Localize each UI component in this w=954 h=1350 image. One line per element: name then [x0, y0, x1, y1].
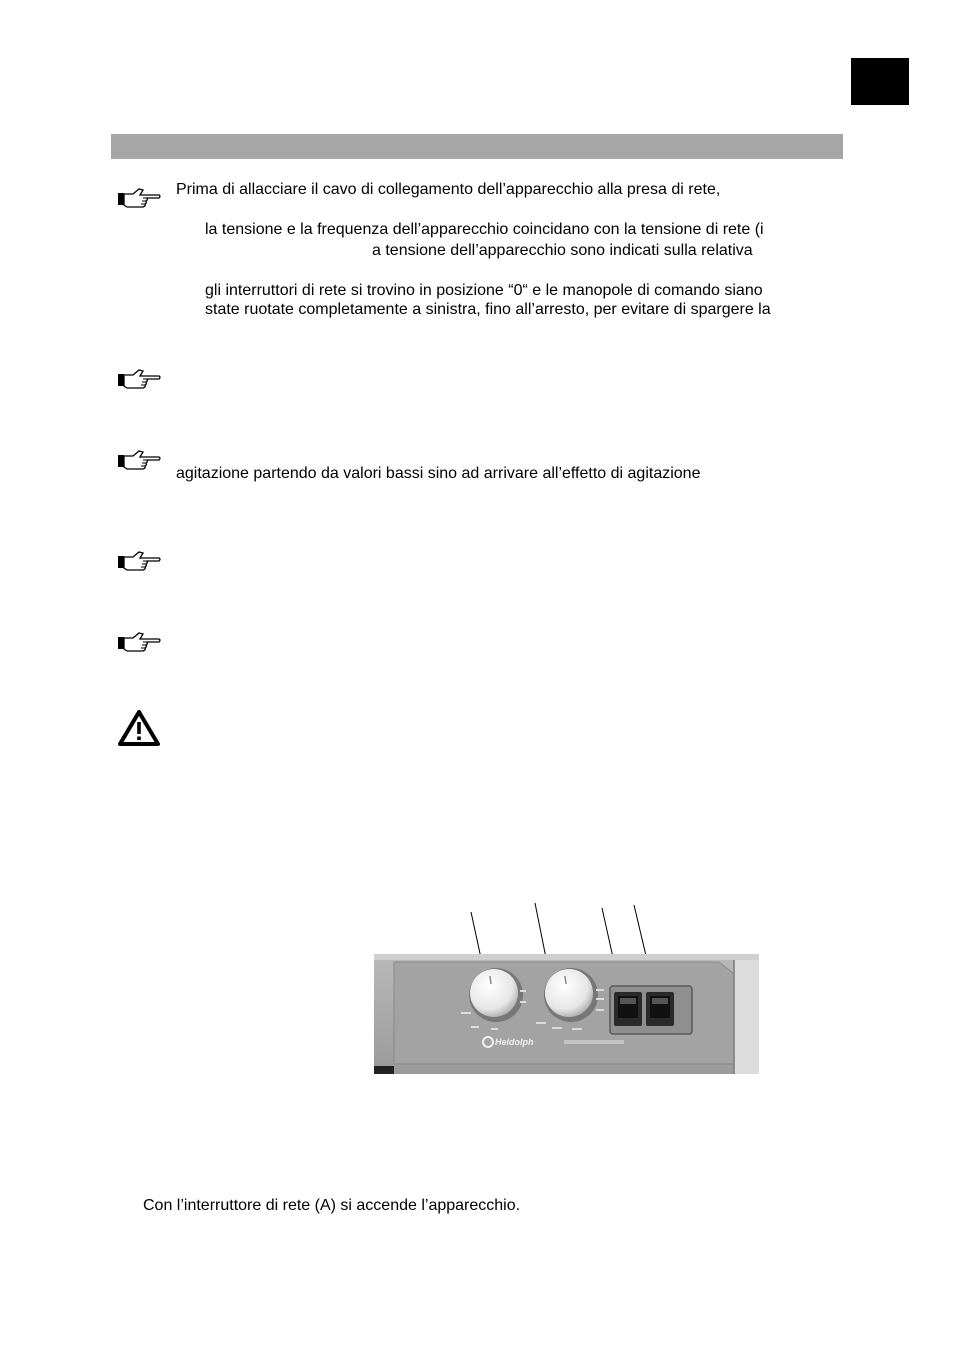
- checklist-item-line: la tensione e la frequenza dell’apparecchio coincidano con la tensione di rete (i: [205, 221, 764, 238]
- pointing-hand-icon: [117, 549, 161, 573]
- pointing-hand-icon: [117, 367, 161, 391]
- language-tab: [851, 58, 909, 105]
- checklist-item-line: a tensione dell’apparecchio sono indicati sulla relativa: [372, 242, 753, 259]
- instruction-text: Prima di allacciare il cavo di collegamento dell’apparecchio alla presa di rete,: [176, 181, 721, 198]
- section-header-bar: [111, 134, 843, 159]
- power-switch: [614, 992, 642, 1026]
- agitation-note-text: agitazione partendo da valori bassi sino ad arrivare all’effetto di agitazione: [176, 465, 701, 482]
- pointing-hand-icon: [117, 448, 161, 472]
- pointing-hand-icon: [117, 630, 161, 654]
- speed-knob: [469, 968, 523, 1022]
- heating-switch: [646, 992, 674, 1026]
- footer-text: Con l’interruttore di rete (A) si accende l’apparecchio.: [143, 1197, 521, 1214]
- svg-text:Heidolph: Heidolph: [495, 1037, 534, 1047]
- checklist-item-line: state ruotate completamente a sinistra, fino all’arresto, per evitare di spargere la: [205, 301, 771, 318]
- warning-triangle-icon: [118, 710, 160, 746]
- checklist-item-line: gli interruttori di rete si trovino in posizione “0“ e le manopole di comando siano: [205, 282, 763, 299]
- temperature-knob: [544, 968, 598, 1022]
- pointing-hand-icon: [117, 186, 161, 210]
- device-control-panel-photo: [374, 954, 759, 1074]
